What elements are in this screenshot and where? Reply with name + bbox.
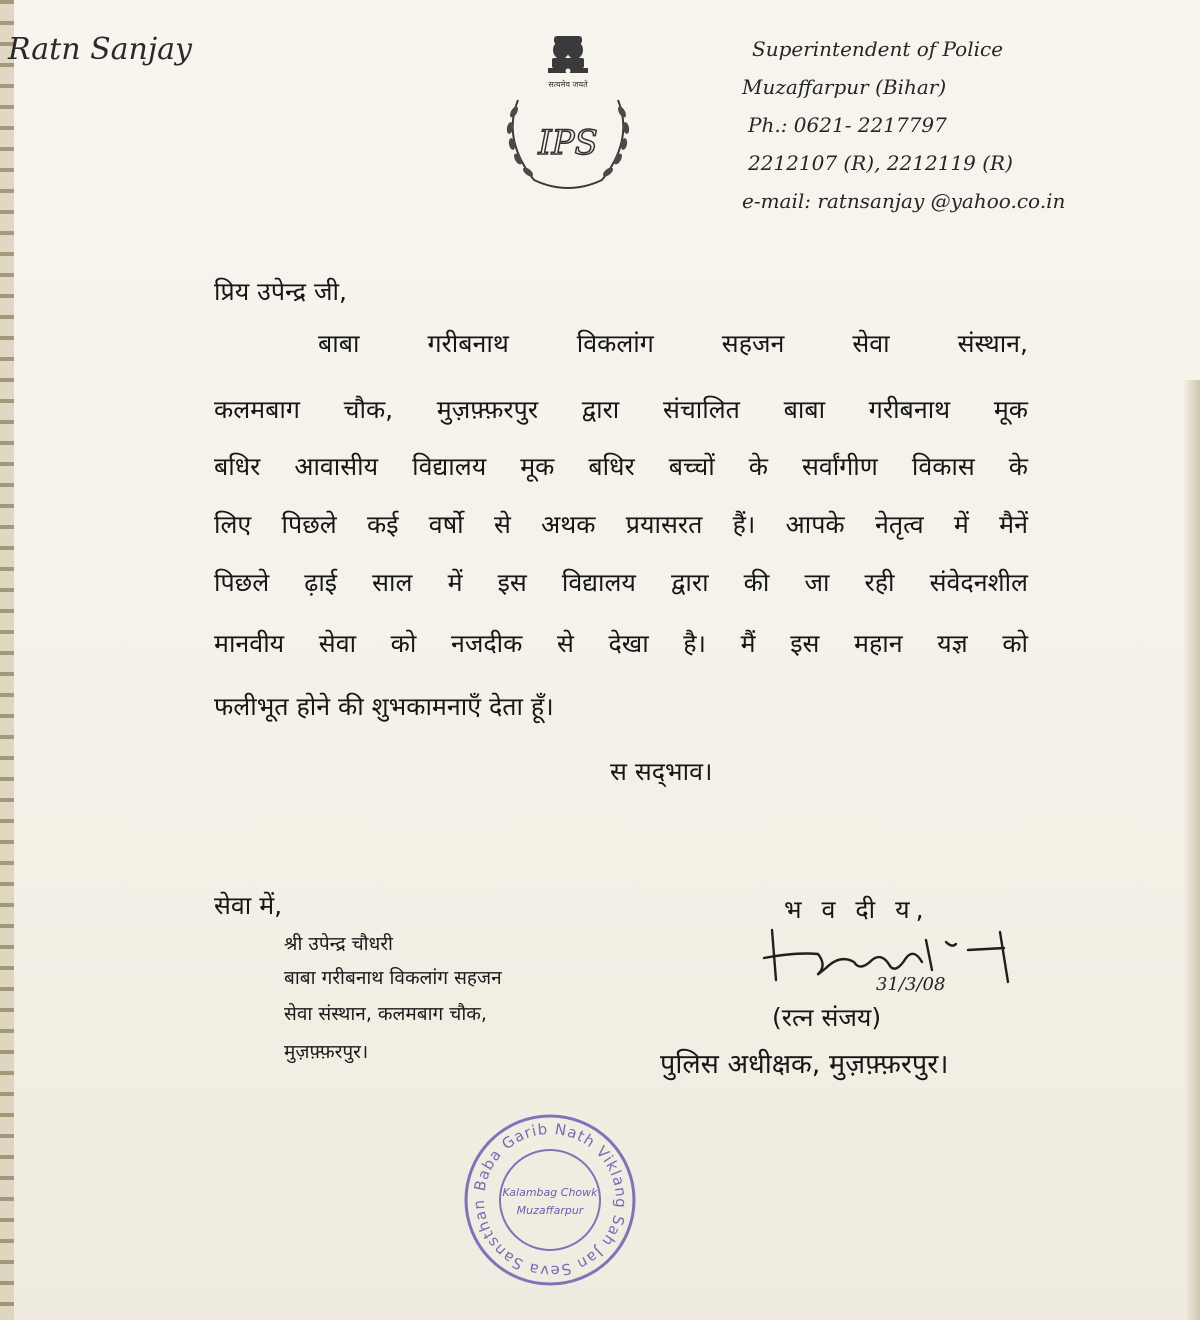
stamp-outer-text: Baba Garib Nath Viklang Sah Jan Seva Sansthan [469,1119,631,1281]
recipient-address-line: सेवा संस्थान, कलमबाग चौक, [284,1003,487,1025]
letter-body-line: फलीभूत होने की शुभकामनाएँ देता हूँ। [214,692,554,721]
letterhead-phone: Ph.: 0621- 2217797 [748,113,947,137]
page-edge-shadow [1184,380,1200,1320]
emblem-monogram: IPS [538,123,598,163]
ips-emblem-icon [488,30,648,200]
letterhead-phone-residence: 2212107 (R), 2212119 (R) [748,151,1013,175]
sender-name: (रत्न संजय) [772,1003,882,1032]
letterhead-email: e-mail: ratnsanjay @yahoo.co.in [742,189,1066,213]
stamp-inner-line-1: Kalambag Chowk [502,1186,598,1199]
letter-body-line: पिछले ढ़ाई साल में इस विद्यालय द्वारा की जा रही संवेदनशील [214,568,1028,597]
sender-designation: पुलिस अधीक्षक, मुज़फ़्फ़रपुर। [660,1049,949,1080]
letterhead-contact-block [742,30,1162,220]
svg-text:Baba Garib Nath Viklang Sah Ja [470,1120,630,1280]
organization-stamp [460,1110,640,1290]
letterhead-name: Ratn Sanjay [8,32,192,67]
signature-date: 31/3/08 [876,974,946,995]
letter-body-line: बाबा गरीबनाथ विकलांग सहजन सेवा संस्थान, [318,329,1028,358]
recipient-address-line: बाबा गरीबनाथ विकलांग सहजन [284,967,502,989]
emblem-motto: सत्यमेव जयते [548,80,588,89]
sender-yours: भ व दी य, [784,895,930,924]
recipient-address-line: श्री उपेन्द्र चौधरी [284,933,393,955]
letter-closing: स सद्‌भाव। [610,757,713,786]
stamp-inner-line-2: Muzaffarpur [516,1204,584,1217]
letter-body-line: लिए पिछले कई वर्षो से अथक प्रयासरत हैं। आपके नेतृत्व में मैनें [214,510,1028,539]
letterhead-location: Muzaffarpur (Bihar) [742,75,947,99]
letterhead-designation: Superintendent of Police [752,37,1004,61]
letter-body-line: मानवीय सेवा को नजदीक से देखा है। मैं इस महान यज्ञ को [214,629,1028,658]
letter-body-line: कलमबाग चौक, मुज़फ़्फ़रपुर द्वारा संचालित बाबा गरीबनाथ मूक [214,395,1028,424]
letter-salutation: प्रिय उपेन्द्र जी, [214,277,347,306]
letter-body-line: बधिर आवासीय विद्यालय मूक बधिर बच्चों के सर्वांगीण विकास के [214,452,1028,481]
recipient-address-line: मुज़फ़्फ़रपुर। [284,1041,369,1063]
recipient-label: सेवा में, [214,891,283,920]
spiral-binding-edge [0,0,14,1320]
